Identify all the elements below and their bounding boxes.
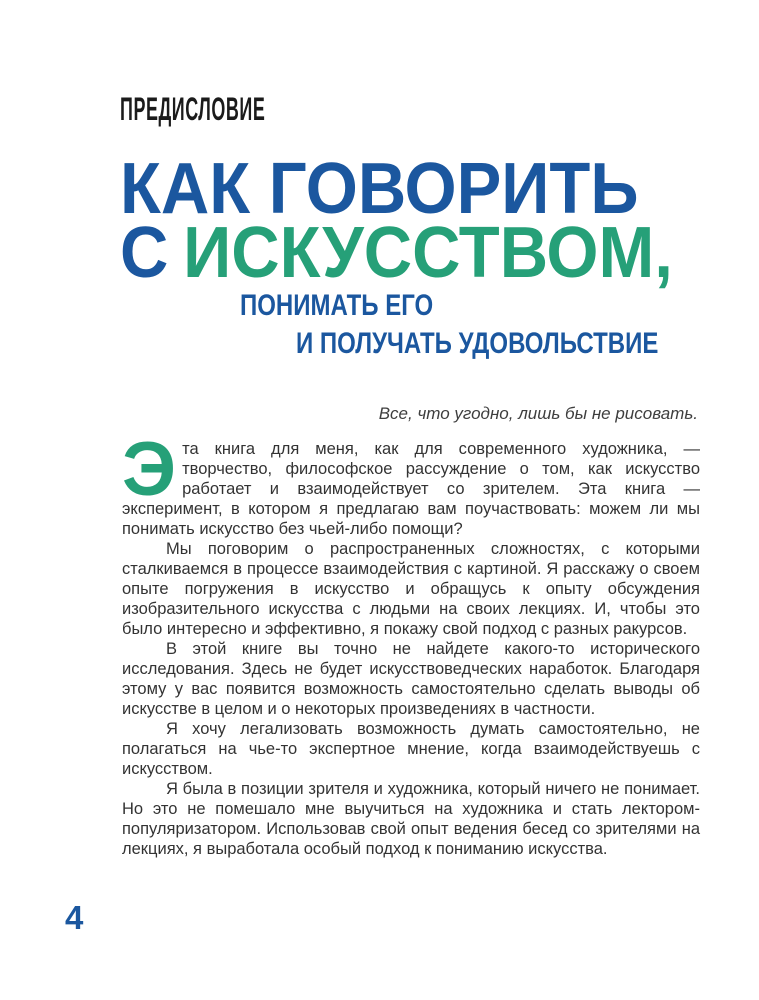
chapter-title-line1: КАК ГОВОРИТЬ bbox=[120, 149, 639, 229]
chapter-title-line2-blue: С bbox=[120, 213, 169, 293]
body-text bbox=[122, 427, 700, 859]
chapter-title-line2 bbox=[120, 213, 673, 293]
chapter-title-line2-green: ИСКУССТВОМ, bbox=[183, 213, 673, 293]
section-kicker: ПРЕДИСЛОВИЕ bbox=[120, 91, 266, 127]
epigraph: Все, что угодно, лишь бы не рисовать. bbox=[378, 404, 698, 423]
paragraph-4: Я хочу легализовать возможность думать самостоятельно, не полагаться на чье-то экспертное мнение, когда взаимодействуешь с искусством. bbox=[122, 720, 700, 778]
paragraph-5: Я была в позиции зрителя и художника, который ничего не понимает. Но это не помешало мне выучиться на художника и стать лектором-популяризатором. Использовав свой опыт ведения бесед со зрителями на лекциях, я выработала особый подход к пониманию искусства. bbox=[122, 780, 700, 858]
subtitle-line2: И ПОЛУЧАТЬ УДОВОЛЬСТВИЕ bbox=[296, 327, 659, 360]
chapter-title bbox=[120, 149, 673, 293]
paragraph-2: Мы поговорим о распространенных сложностях, с которыми сталкиваемся в процессе взаимодействия с картиной. Я расскажу о своем опыте погружения в искусство и обращусь к опыту обсуждения изобразительного искусства с людьми на своих лекциях. И, чтобы это было интересно и эффективно, я покажу свой подход с разных ракурсов. bbox=[122, 540, 700, 638]
paragraph-1-text: та книга для меня, как для современного художника, — творчество, философское рассуждение о том, как искусство работает и взаимодействует со зрителем. Эта книга — эксперимент, в котором я предлагаю вам поучаствовать: можем ли мы понимать искусство без чьей-либо помощи? bbox=[122, 440, 700, 538]
subtitle-line1: ПОНИМАТЬ ЕГО bbox=[240, 289, 434, 322]
dropcap-letter: Э bbox=[122, 427, 177, 512]
paragraph-3: В этой книге вы точно не найдете какого-то исторического исследования. Здесь не будет искусствоведческих наработок. Благодаря этому у вас появится возможность самостоятельно сделать выводы об искусстве в целом и о некоторых произведениях в частности. bbox=[122, 640, 700, 718]
page-number: 4 bbox=[65, 899, 84, 936]
paragraph-1 bbox=[122, 427, 700, 539]
